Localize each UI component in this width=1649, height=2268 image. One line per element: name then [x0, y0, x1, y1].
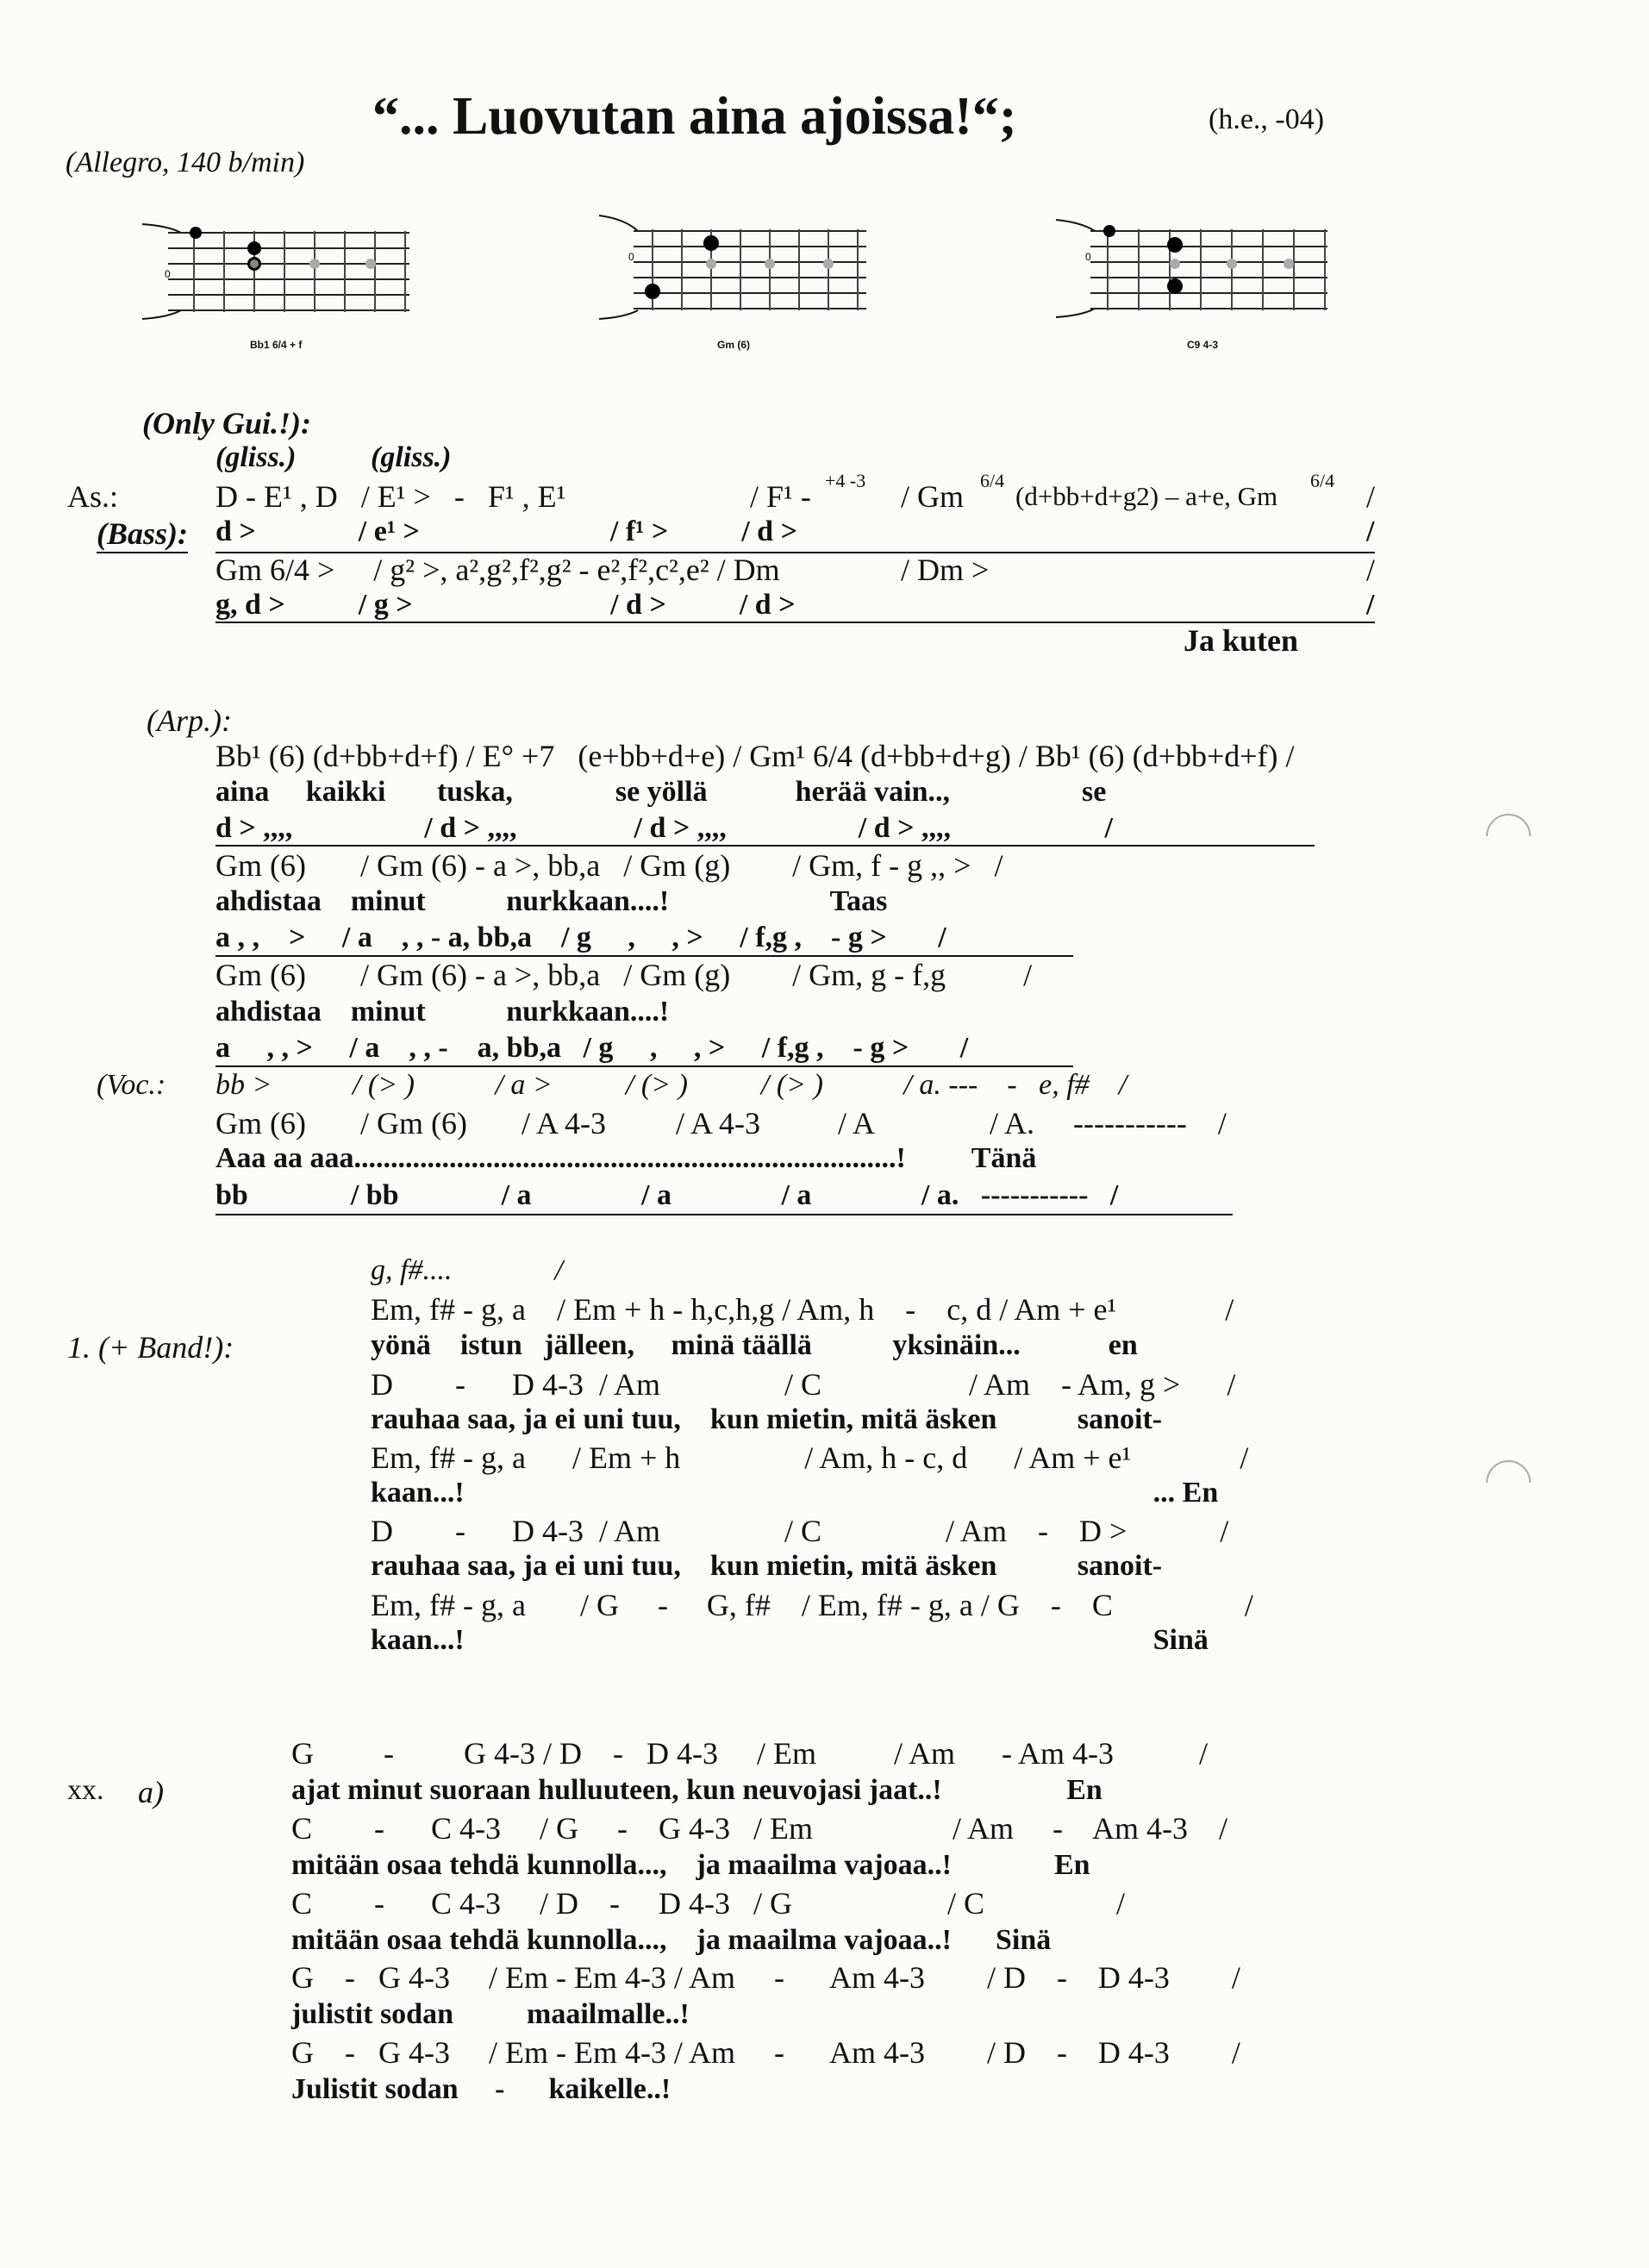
arp-chords-1: Bb¹ (6) (d+bb+d+f) / E° +7 (e+bb+d+e) / Gm¹ 6/4 (d+bb+d+g) / Bb¹ (6) (d+bb+d+f) /	[215, 739, 1295, 773]
chorus-lyric-4: julistit sodan maailmalle..!	[291, 1998, 690, 2030]
svg-text:0: 0	[165, 268, 171, 280]
svg-text:0: 0	[1085, 251, 1091, 263]
chord-diagram-3-label: C9 4-3	[1187, 339, 1219, 351]
intro-bass-1: d > / e¹ > / f¹ > / d >	[215, 515, 797, 547]
staff-rule	[215, 1214, 1233, 1215]
tempo-marking: (Allegro, 140 b/min)	[66, 147, 305, 178]
chorus-chords-1: G - G 4-3 / D - D 4-3 / Em / Am - Am 4-3 /	[291, 1736, 1208, 1771]
intro-bass-1-end: /	[1366, 515, 1375, 547]
song-title: “... Luovutan aina ajoissa!“;	[372, 87, 1017, 146]
intro-chords-1b: / F¹ -	[750, 479, 811, 514]
intro-chords-1-sup3: 6/4	[1310, 470, 1335, 491]
arp-bass-4: bb / bb / a / a / a / a. ----------- /	[215, 1179, 1119, 1211]
chord-diagram-1	[142, 207, 427, 328]
voc-label: (Voc.:	[97, 1069, 166, 1101]
bass-label: (Bass):	[97, 515, 188, 553]
chorus-chords-5: G - G 4-3 / Em - Em 4-3 / Am - Am 4-3 / D - D 4-3 /	[291, 2035, 1240, 2070]
intro-chords-2b: / Dm >	[901, 553, 990, 587]
punch-hole-top	[1483, 802, 1534, 853]
chorus-chords-4: G - G 4-3 / Em - Em 4-3 / Am - Am 4-3 / D - D 4-3 /	[291, 1960, 1240, 1995]
verse1-lyric-3: kaan...! ... En	[371, 1477, 1219, 1509]
verse1-chords-5: Em, f# - g, a / G - G, f# / Em, f# - g, a / G - C /	[371, 1588, 1253, 1622]
verse1-chords-1: Em, f# - g, a / Em + h - h,c,h,g / Am, h - c, d / Am + e¹ /	[371, 1292, 1234, 1327]
arp-chords-2: Gm (6) / Gm (6) - a >, bb,a / Gm (g) / Gm, f - g ,, > /	[215, 848, 1003, 883]
chord-diagram-2-label: Gm (6)	[717, 339, 751, 351]
chorus-lyric-2: mitään osaa tehdä kunnolla..., ja maailma vajoaa..! En	[291, 1849, 1090, 1881]
verse1-lyric-5: kaan...! Sinä	[371, 1624, 1209, 1656]
arp-lyric-4: Aaa aa aaa..........................................................................! Tänä	[215, 1142, 1037, 1174]
as-label: As.:	[67, 479, 119, 514]
chord-diagram-1-label: Bb1 6/4 + f	[250, 339, 303, 351]
intro-chords-2-end: /	[1366, 553, 1376, 587]
chorus-lyric-5: Julistit sodan - kaikelle..!	[291, 2073, 671, 2105]
chorus-lyric-3: mitään osaa tehdä kunnolla..., ja maailma vajoaa..! Sinä	[291, 1924, 1052, 1956]
arp-vocal-line: bb > / (> ) / a > / (> ) / (> ) / a. --- - e, f# /	[215, 1069, 1127, 1101]
chord-diagram-3	[1056, 207, 1340, 328]
verse1-lyric-4: rauhaa saa, ja ei uni tuu, kun mietin, mitä äsken sanoit-	[371, 1550, 1163, 1582]
intro-bass-2: g, d > / g > / d > / d >	[215, 589, 796, 621]
arp-lyric-2: ahdistaa minut nurkkaan....! Taas	[215, 885, 888, 917]
gliss-2: (gliss.)	[371, 441, 452, 473]
gliss-1: (gliss.)	[215, 441, 297, 473]
svg-text:0: 0	[628, 251, 634, 263]
arp-chords-3: Gm (6) / Gm (6) - a >, bb,a / Gm (g) / Gm, g - f,g /	[215, 958, 1033, 992]
arp-lyric-3: ahdistaa minut nurkkaan....!	[215, 996, 670, 1028]
chorus-chords-2: C - C 4-3 / G - G 4-3 / Em / Am - Am 4-3 /	[291, 1811, 1227, 1846]
chord-diagram-2	[599, 207, 884, 328]
arp-bass-2: a , , > / a , , - a, bb,a / g , , > / f,g , - g > /	[215, 922, 946, 953]
chorus-lyric-1: ajat minut suoraan hulluuteen, kun neuvojasi jaat..! En	[291, 1774, 1102, 1806]
verse1-chords-3: Em, f# - g, a / Em + h / Am, h - c, d / Am + e¹ /	[371, 1440, 1249, 1475]
verse1-vocal: g, f#.... /	[371, 1254, 563, 1286]
arp-bass-1: d > ,,,, / d > ,,,, / d > ,,,, / d > ,,,, /	[215, 812, 1113, 844]
verse1-lyric-1: yönä istun jälleen, minä täällä yksinäin... en	[371, 1329, 1138, 1361]
arp-chords-4: Gm (6) / Gm (6) / A 4-3 / A 4-3 / A / A. ----------- /	[215, 1106, 1227, 1140]
intro-lyric-end: Ja kuten	[1184, 623, 1299, 658]
chorus-chords-3: C - C 4-3 / D - D 4-3 / G / C /	[291, 1886, 1125, 1921]
verse1-label: 1. (+ Band!):	[67, 1330, 234, 1365]
arp-bass-3: a , , > / a , , - a, bb,a / g , , > / f,g , - g > /	[215, 1032, 969, 1064]
arp-lyric-1: aina kaikki tuska, se yöllä herää vain.., se	[215, 776, 1107, 808]
intro-chords-1e: /	[1366, 479, 1376, 514]
punch-hole-bottom	[1483, 1448, 1534, 1500]
verse1-chords-2: D - D 4-3 / Am / C / Am - Am, g > /	[371, 1367, 1236, 1402]
verse1-chords-4: D - D 4-3 / Am / C / Am - D > /	[371, 1514, 1229, 1548]
author-date: (h.e., -04)	[1209, 103, 1325, 135]
arp-heading: (Arp.):	[147, 703, 232, 738]
intro-heading: (Only Gui.!):	[142, 406, 311, 440]
verse1-lyric-2: rauhaa saa, ja ei uni tuu, kun mietin, mitä äsken sanoit-	[371, 1403, 1163, 1435]
intro-chords-1-sup: +4 -3	[825, 470, 866, 491]
staff-rule	[215, 1065, 1073, 1067]
intro-chords-1c: / Gm	[901, 479, 965, 514]
staff-rule	[215, 845, 1315, 847]
chorus-sub-label: a)	[138, 1775, 164, 1809]
intro-chords-1d: (d+bb+d+g2) – a+e, Gm	[1015, 481, 1278, 511]
intro-chords-1-sup2: 6/4	[980, 470, 1005, 491]
intro-chords-1: D - E¹ , D / E¹ > - F¹ , E¹	[215, 479, 566, 514]
intro-chords-2: Gm 6/4 > / g² >, a²,g²,f²,g² - e²,f²,c²,e² / Dm	[215, 553, 780, 587]
intro-bass-2-end: /	[1366, 589, 1375, 621]
chorus-label: xx.	[67, 1774, 104, 1806]
